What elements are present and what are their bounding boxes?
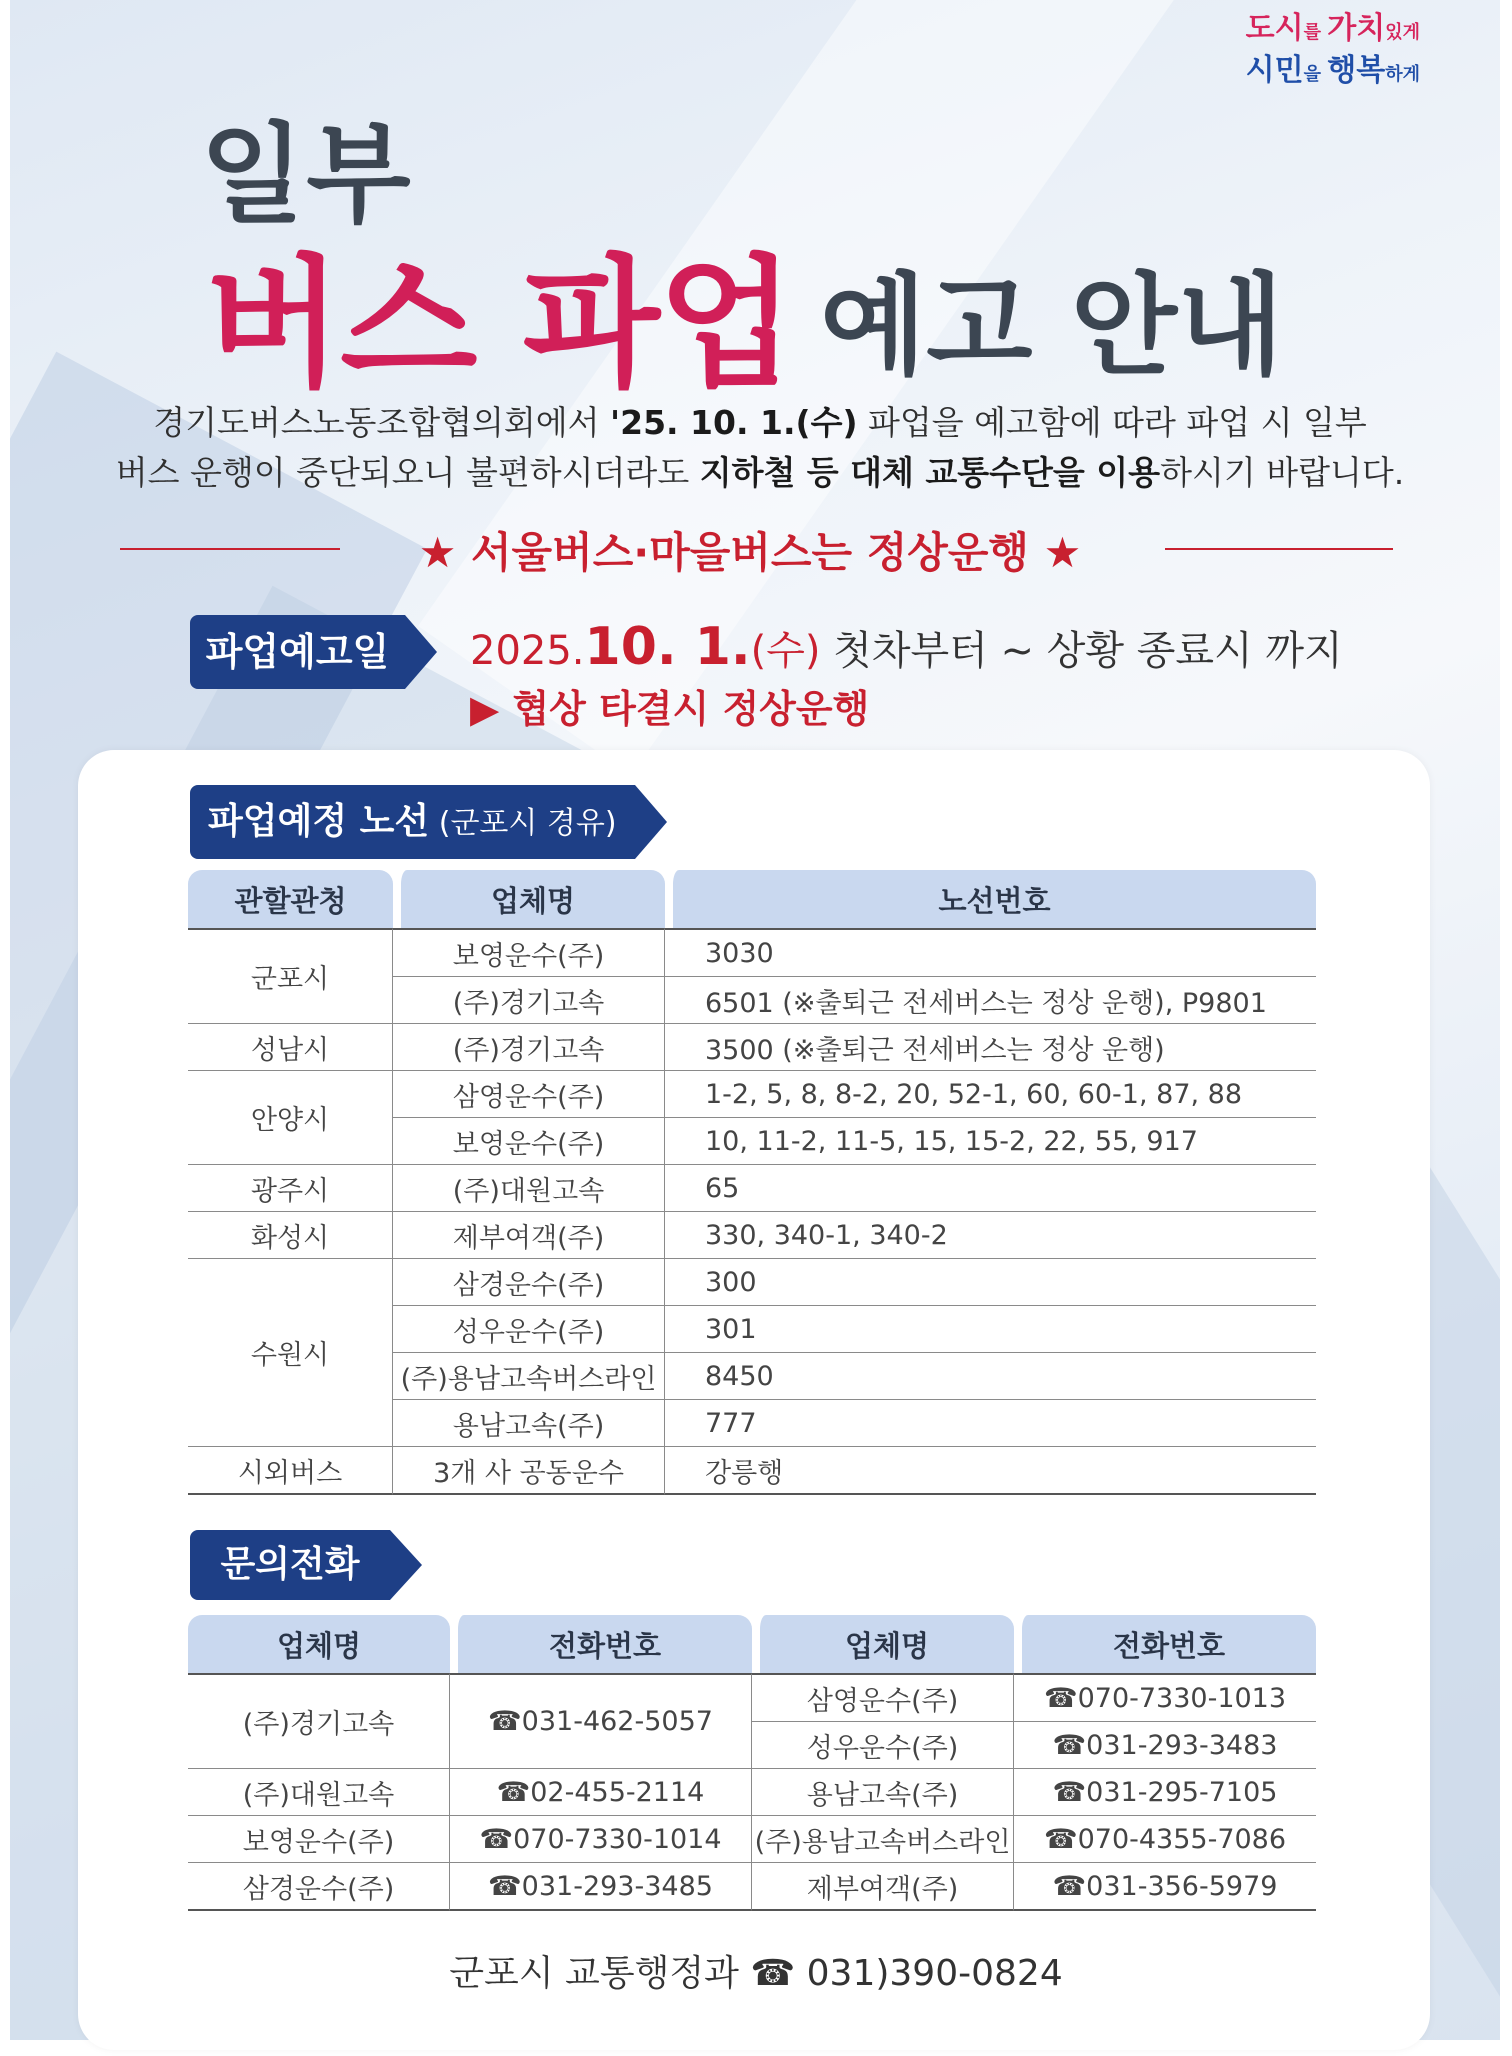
city-slogan: 도시를 가치있게 시민을 행복하게 — [1245, 11, 1420, 88]
table-row: 수원시 삼경운수(주) 300 — [188, 1259, 1316, 1306]
settlement-note: ▶ 협상 타결시 정상운행 — [470, 687, 870, 731]
intro-text: 경기도버스노동조합협의회에서 '25. 10. 1.(수) 파업을 예고함에 따라 파업 시 일부 버스 운행이 중단되오니 불편하시더라도 지하철 등 대체 교통수단을 이용하시기 바랍니다. — [115, 403, 1405, 492]
table-row: (주)용남고속버스라인 8450 — [188, 1353, 1316, 1400]
table-row: 시외버스 3개 사 공동운수 강릉행 — [188, 1447, 1316, 1495]
table-row: 화성시 제부여객(주) 330, 340-1, 340-2 — [188, 1212, 1316, 1259]
table-row: 성우운수(주) ☎031-293-3483 — [188, 1722, 1316, 1769]
title-strike: 버스 파업 — [205, 242, 794, 407]
table-row: 삼경운수(주) ☎031-293-3485 제부여객(주) ☎031-356-5979 — [188, 1863, 1316, 1911]
col-route: 노선번호 — [665, 870, 1316, 928]
col-company: 업체명 — [752, 1615, 1014, 1673]
contacts-tag: 문의전화 — [190, 1530, 390, 1600]
routes-table — [188, 870, 1316, 1495]
routes-tag: 파업예정 노선 (군포시 경유) — [190, 785, 635, 859]
col-phone: 전화번호 — [450, 1615, 752, 1673]
strike-date-tag: 파업예고일 — [190, 615, 405, 689]
title-notice: 예고 안내 — [820, 262, 1284, 390]
table-row: 성남시 (주)경기고속 3500 (※출퇴근 전세버스는 정상 운행) — [188, 1024, 1316, 1071]
table-row: 광주시 (주)대원고속 65 — [188, 1165, 1316, 1212]
normal-operation-notice: ★ 서울버스·마을버스는 정상운행 ★ — [418, 528, 1082, 577]
col-company: 업체명 — [188, 1615, 450, 1673]
table-row: (주)경기고속 ☎031-462-5057 삼영운수(주) ☎070-7330-1013 — [188, 1673, 1316, 1722]
divider-right — [1165, 548, 1393, 550]
table-row: (주)대원고속 ☎02-455-2114 용남고속(주) ☎031-295-7105 — [188, 1769, 1316, 1816]
table-row: 보영운수(주) ☎070-7330-1014 (주)용남고속버스라인 ☎070-4355-7086 — [188, 1816, 1316, 1863]
col-region: 관할관청 — [188, 870, 393, 928]
col-phone: 전화번호 — [1014, 1615, 1316, 1673]
contacts-table — [188, 1615, 1316, 1911]
table-row: 군포시 보영운수(주) 3030 — [188, 928, 1316, 977]
strike-date: 2025.10. 1.(수) 첫차부터 ~ 상황 종료시 까지 — [470, 617, 1343, 677]
col-company: 업체명 — [393, 870, 665, 928]
table-row: 용남고속(주) 777 — [188, 1400, 1316, 1447]
footer-contact: 군포시 교통행정과 ☎ 031)390-0824 — [449, 1953, 1063, 1994]
table-row: 안양시 삼영운수(주) 1-2, 5, 8, 8-2, 20, 52-1, 60, 60-1, 87, 88 — [188, 1071, 1316, 1118]
divider-left — [120, 548, 340, 550]
table-row: (주)경기고속 6501 (※출퇴근 전세버스는 정상 운행), P9801 — [188, 977, 1316, 1024]
table-row: 성우운수(주) 301 — [188, 1306, 1316, 1353]
table-row: 보영운수(주) 10, 11-2, 11-5, 15, 15-2, 22, 55, 917 — [188, 1118, 1316, 1165]
title-line1: 일부 — [200, 113, 413, 238]
